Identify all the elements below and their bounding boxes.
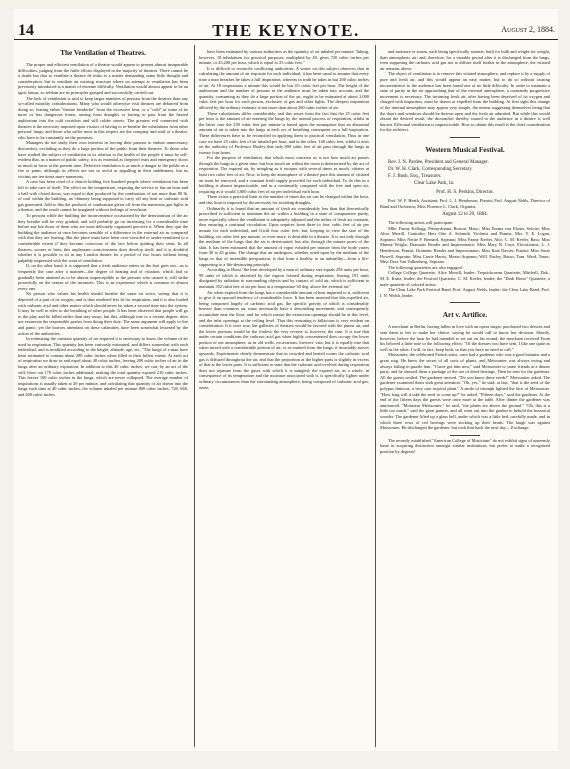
issue-date: August 2, 1884. <box>501 25 555 34</box>
column-middle <box>199 49 369 749</box>
festival-staff-line: F. J. Bush, Esq., Treasurer. <box>388 173 442 179</box>
paragraph: In estimating the constant quantity of air required it is necessary to know the volume of air used in respiration. This quantity has been variously estimated, and differs somewhat with each individual, and is modified according to the height, altitude, age, etc. "The lungs of a man have been estimated to contain about 280 cubic inches when filled to their fullest extent. At each act of respiration we draw in and expel about 40 cubic inches, leaving 200 cubic inches of air in the lungs after an ordinary expiration. In addition to this 40 cubic inches, we can, by an act of the will, blow out 170 cubic inches additional, making the total quantity expired 210 cubic inches. This leaves 100 cubic inches in the lungs, which are never collapsed. The average number of inspirations is usually taken at 20 per minute, and calculating that quantity of air drawn into the lungs each time at 40 cubic inches, the volume inhaled per minute 800 cubic inches; 720, 660, and 400 cubic inches <box>18 336 188 398</box>
paragraph: Meissonier, the celebrated French artist, once had a gardener who was a good botanist and a great wag. He knew the secret of all sorts of plants, and Meissonier was always trying and always failing to puzzle him. "I have got him now," said Meissonier to some friends at a dinner party, and he showed them a package of the roe of dried herrings. Then he sent for the gardener. All the guests smiled. The gardener arrived. "Do you know these seeds?" Meissonier asked. The gardener examined them with great attention. "Oh, yes," he said, at last; "that is the seed of the polypus finnicus, a very rare tropical plant." A smile of triumph lighted the face of Meissonier. "How long will it take the seed to come up?" he asked. "Fifteen days," said the gardener. At the end of the fifteen days the guests were once more at the table. After dinner the gardener was announced. "Monsieur Meissonier," he said, "the plants are above the ground." "Oh, this is a little too much," said the great painter, and all went out into the garden to behold the botanical wonder. The gardener lifted up a glass bell, under which was a little bed, carefully made, and in which three rows of red herrings were sticking up their heads. The laugh was against Meissonier. He discharged the gardener, but took him back the next day.—Exchange. <box>380 352 550 431</box>
festival-location: Clear Lake Park, Ia. <box>414 180 455 186</box>
paragraph: Prof. W. F. Heath, Assistant; Prof. L. J. Henderson, Pianist; Prof. August Nehls, Director of Band and Orchestra; Miss Florence L. Clark, Organist. <box>380 197 550 209</box>
festival-staff-line: Dr. W. H. Clark, Corresponding Secretary. <box>388 166 473 172</box>
paragraph: According to Hurst "the heat developed by a man of ordinary size equals 294 units per hour, 98 units of which is absorbed by the vapour formed during respiration, leaving 191 units dissipated by radiation to surrounding objects and by contact of cold air, which is sufficient to maintain 352 cubit feet of air per hour at a temperature 30 deg. above the external air." <box>199 267 369 289</box>
article-heading-ventilation: The Ventilation of Theatres. <box>60 49 146 57</box>
column-left <box>18 49 188 749</box>
paragraph: To persons while the building the inconvenience occasioned by the deterioration of the air they breathe will be very gradual, and will probably go on increasing for a considerable time before any but those of them who are most delicately organized perceive it. When they quit the building the audience at once becomes sensible of a difference in the external air as compared with that they are leaving. But the place must have been over-crowded or under-ventilated to a considerable extent if they become conscious of the fact before quitting their seats. In all theatres, sooner or later, this unpleasant consciousness does develop itself, and it is doubtful whether it is possible to sit in any London theatre for a period of two hours without being palpably impressed with the want of ventilation. <box>18 213 188 263</box>
section-divider <box>450 302 480 303</box>
paragraph: It is difficult to reconcile conflicting authorities. A writer on this subject observes that in calculating the amount of air requisite for each individual, it has been usual to assume that every time a man breathes he takes a full inspiration, whereas in truth he takes in but 200 cubic inches of air. At 18 respirations a minute this would be but 4½ cubic feet per hour. The height of the auditorium and the number of persons in the audience must be taken into account, and the quantity, consuming as they do a large portion of the air, ought to be estimated at about 2,000 cubic feet per hour for each person, exclusive of gas and other lights. The deepest inspiration allowed by the ordinary estimate is not more than about 260 cubic inches of air. <box>199 65 369 110</box>
festival-director: Prof. H. S. Perkins, Director. <box>436 189 494 195</box>
paragraph: and moisture or steam, each being specifically warmer, built for bulk and weight for weight, than atmospheric air; and, therefore, for a variable period after it is discharged from the lungs, even supposing the carbonic acid gas not to diffuse itself further in the atmosphere, the vitiated air remains above. <box>380 49 550 71</box>
article-heading-festival: Western Musical Festival. <box>425 145 505 154</box>
paragraph: The Clear Lake Park Festival Band, Prof. August Nehls, leader; the Clear Lake Band, Prof. I. N. Welsh, leader. <box>380 287 550 298</box>
page-header <box>14 9 558 40</box>
paragraph: The following quartettes are also engaged: <box>388 264 463 270</box>
paragraph: Mlle. Fanny Kellogg, Prima-donna, Boston, Mass.; Miss Emma von Elsner, Soloist; Miss Alice Merrill, Contralto; Herr Otto A. Schmidt, Violinist and Pianist; Mrs. Y. E. Logan, Soprano; Miss Nettie F. Bernard, Soprano; Miss Fanny Keeler, Alto; C. M. Keeler, Bass; Miss Minnie Wright, Dramatic Reader and Impersonator; Miss Mary B. Coye, Elocutionist; L. J. Henderson, Pianist, Dramatic Reader and Impersonator; Miss Kate Davies, Pianist; Miss Susie Howell, Soprano; Miss Carrie Harris, Mezzo Soprano; Will. Easley, Basso; Tom. Ward, Tenor; Miss Dora Van Valkenberg, Soprano. <box>380 225 550 265</box>
festival-dates: August 12 to 20, 1884. <box>442 212 488 218</box>
paragraph: The proper and efficient ventilation of a theatre would appear to present almost insuperable difficulties, judging from the futile efforts displayed in the majority of theatres. There cannot be a doubt but that to ventilate a theatre de initio is a matter demanding some little thought and consideration, but to ventilate an existing structure where no attempt at ventilation has been previously introduced is a matter of extreme difficulty. Ventilation would almost appear to be an ignis fatuus, so seldom are its principles grasped and successfully carried out. <box>18 62 188 95</box>
paragraph: The lack of ventilation is said to keep larger numbers of persons from the theatres than any so-called morality considerations. Many who would otherwise visit theatres are debarred from doing so, fearing either "theatre headache" from the excessive heat, or a "cold" in some of its more or less dangerous forms, arising from draughts or having to pass from the heated auditorium into the cold corridors and still colder streets. The greatest evil connected with theatres is the necessity imposed upon visitors of having to re-breathe the exhalations from other persons' lungs, and those who suffer most in this respect are the company and staff of a theatre, who have to be constantly on the premises. <box>18 95 188 140</box>
masthead-title: THE KEYNOTE. <box>212 21 360 40</box>
paragraph: These calculations differ considerably, and this arises from the fact that the 25 cubic feet per hour is the amount of air entering the lungs by the normal process of respiration, whilst in the latter case the 230 cubic feet per minute is based upon the assumption that an abnormal amount of air is taken into the lungs at each act of breathing consequent on a full inspiration. These differences have to be reconciled in applying them to practical ventilation. Thus in one case we have 25 cubic feet of air inhaled per hour, and in the other, 148 cubic feet, whilst it rests on the authority of Professor Huxley that only 800 cubic feet of air pass through the lungs in twenty four hours. <box>199 110 369 155</box>
paragraph: Air when expired from the lungs has a considerable amount of heat imparted to it, sufficient to give it an upward tendency of considerable force. It has been asserted that this expelled air, being composed largely of carbonic acid gas, the specific gravity of which is considerably heavier than common air, must necessarily have a descending movement, and consequently accumulate near the floor, and for which reason the extraction openings should be at this level, and the inlet openings at the ceiling level. That this reasoning is fallacious is very evident on consideration. It it were true, the galleries of theatres would be favored with the purest air, and the lower portions would be the foulest; the very reverse is, however, the case. It is true that under certain conditions the carbonic acid gas when highly concentrated does occupy the lower portion of our atmosphere, as in old wells, excavations, brewers' vats; but it is equally true that when mixed with a considerable portion of air, or as emitted from the lungs, it invariably moves upwards. Experiments clearly demonstrate that in crowded and heated rooms the carbonic acid gas is diffused throughout the air, and that the proportion at the higher parts is slightly in excess of that at the lower parts. It is sufficient to state that the carbonic acid evolved during respiration does not separate from the gases with which it is mingled; the expired air, as a whole, in consequence of its temperature and the moisture associated with it, is specifically lighter under ordinary circumstances than the surrounding atmosphere; being composed of carbonic acid gas, azote, <box>199 289 369 390</box>
page-number: 14 <box>18 22 34 39</box>
paragraph: have been estimated by various authorities as the quantity of air inhaled per minute. Taking, however, 18 inhalations for practical purposes, multiplied by 40, gives 720 cubic inches per minute, or 43,200 per hour, which is equal to 25 cubic feet." <box>199 49 369 66</box>
column-rule <box>375 45 376 747</box>
festival-staff-line: Rev. I. N. Pardee, President and General Manager. <box>388 159 489 165</box>
paragraph: If, on the other hand, it is supposed that a fresh audience enters as the first goes out—as is frequently the case after a matinée—the degree of heating and of vitiation, which had so gradually been attained as to be almost imperceptible to the persons who caused it, will strike powerfully on the senses of the incomers. This is an experience which is common to almost every one. <box>18 263 188 291</box>
paragraph: Managers do not study their own interests in forcing their patrons to endure unnecessary discomfort, excluding as they do a large portion of the public from their theatres. To those who have studied the subject of ventilation in its relation to the health of the people it must be self-evident that, as a matter of public safety, it is as essential as fireproof exits and emergency doors as much in favor at the present time. Defective ventilation is as much a danger to the public as a fire or panic, although its effects are not so awful or appalling in their suddenness, but its victims are ten times more numerous. <box>18 140 188 179</box>
paragraph: College College Quartette, Alice Merrill, leader; Terpsichorean Quartette, Mitchell, Dak., M. E. Kratz, leader; the Festival Quartette, C. M. Keeler, leader; the "Dark Horse" Quartette, a male quartette of colored artists. <box>380 270 550 287</box>
paragraph: Ordinarily it is found that an amount of fresh air considerably less than that theoretically prescribed is sufficient to maintain the air within a building in a state of comparative purity, more especially where the ventilation is adequately adjusted and the influx of fresh air constant, thus ensuring a continual circulation. Upon requires from three to four cubic feet of air per minute for each individual, and Gwilt four cubic feet; but, keeping in view the size of the building, six cubic feet per minute, or even more, is desirable in a theatre. It is not only through the medium of the lungs that the air is deteriorated, but also through the minute pores of the skin. It has been estimated that the amount of vapor exhaled per minute from the body varies from 30 to 45 grains. The change that air undergoes, whether acted upon by the medium of the lungs or that of insensible perspiration, is that from a healthy to an unhealthy—from a life-supporting to a life-destroying principle. <box>199 205 369 267</box>
paragraph: There exists a practical limit to the number of times the air can be changed within the hour, and this limit is imposed by the necessity for avoiding draughts. <box>199 194 369 206</box>
newspaper-page <box>14 9 558 751</box>
section-divider <box>450 137 480 138</box>
column-rule <box>194 45 195 747</box>
paragraph: A merchant in Berlin, having fallen in love with an opera singer, purchased two dresses and sent them to her to make her choice, saying he would call to know her decision. Shortly, however, before the hour he had intended to set out on his errand, the merchant received From his beloved a little note to the following effect: "Of the dresses you have sent, I like one quite as well as the other. I will, in fact, keep both, so that you have no need to call." <box>380 324 550 352</box>
paragraph: The object of ventilation is to remove this vitiated atmosphere, and replace it by a supply of pure and fresh air, and this would appear an easy matter, but to do so without causing inconvenience to the audience has been found one of no little difficulty. In order to maintain a state of purity in the air approaching that of the external atmosphere, a constantly progressive movement is necessary. The incoming fresh air, after having been deprived of its oxygen and charged with impurities, must be drawn or expelled from the building. At first sight this change of the internal atmosphere may appear very simple, the means suggesting themselves being that the doors and windows should be thrown open and the fresh air admitted. But while this would obtain the desired result, the discomfort thereby caused to the audience in a theatre is well known. Effectual ventilation is impracticable. How to obtain this result is the chief consideration for the architect. <box>380 71 550 133</box>
paragraph: The following artists will participate: <box>388 220 454 226</box>
column-right <box>380 49 550 749</box>
paragraph: A case has been cited of a church holding five hundred people where ventilation has been left to take care of itself. The effect on the temperature, exposing the service to last an hour and a half with closed doors, was equal to that produced by the combustion of not more than 80 lb. of coal within the building, no chimney being supposed to carry off any heat or carbonic acid gas generated. Add to this the products of combustion given off from the numerous gas-lights in a theatre, and the result cannot be imagined without feelings of revulsion. <box>18 179 188 213</box>
paragraph: For the purpose of ventilation, that which most concerns us is not how much air passes through the lungs in a given time, but how much air within the room is deteriorated by the act of respiration. The expired air, by mingling as it escapes with several times as much, vitiates at least two cubic feet of air. Now, to keep the atmosphere of a theatre pure this amount of vitiated air must be removed, and a constant fresh supply provided for each individual. To do this in a building is almost impracticable, and in a continually compared with the free and open air, requiring as it would 3,000 cubic feet of air per individual each hour. <box>199 155 369 194</box>
paragraph: No person who values his health should breathe the same air twice, seeing that it is deprived of a part of its oxygen, and is thus rendered less fit for respiration, and it is also loaded with carbonic acid and other matter which should never be taken a second time into the system. It may be well to refer to the breathing of other people. It has been observed that people will go to the play and be killed rather than stay away; but this, although true to a certain degree, does not exonerate the responsible parties from doing their duty. The same argument will apply to fire and panic; yet the horrors attendant on these calamities have been somewhat lessened by the action of the authorities. <box>18 291 188 336</box>
article-heading-art: Art v. Artifice. <box>442 311 488 320</box>
section-divider <box>450 435 480 436</box>
paragraph: The recently established "American College of Musicians" do not exhibit signs of unseemly haste in acquiring distinction amongst similar institutions, but prefer to make a recognized position by degrees! <box>380 437 550 454</box>
